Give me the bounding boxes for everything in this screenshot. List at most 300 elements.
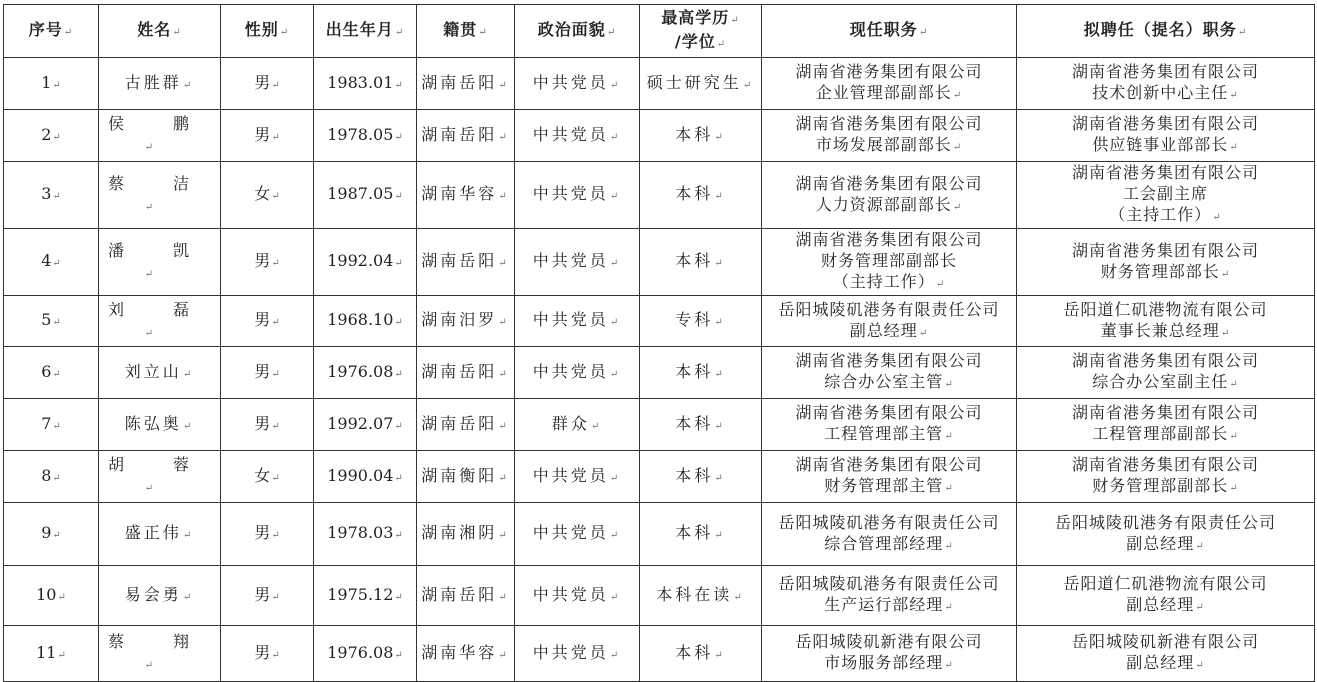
paragraph-mark-icon: ↵ — [609, 591, 622, 603]
cell-proposed-position-line: （主持工作）↵ — [1109, 205, 1222, 224]
paragraph-mark-icon: ↵ — [52, 131, 61, 143]
cell-name-text: 刘立山 — [124, 361, 182, 381]
paragraph-mark-icon: ↵ — [609, 79, 622, 91]
cell-gender — [221, 296, 314, 347]
cell-current-position-line: 企业管理部副部长↵ — [815, 83, 963, 102]
cell-proposed-position-line: 岳阳城陵矶新港有限公司 — [1071, 632, 1259, 651]
table-row — [4, 58, 1315, 110]
cell-index-text: 8 — [41, 465, 52, 485]
cell-proposed-position-line: 董事长兼总经理↵ — [1100, 320, 1231, 340]
cell-index-text: 3 — [41, 184, 52, 203]
cell-gender-text: 女 — [254, 184, 271, 203]
paragraph-mark-icon: ↵ — [1220, 327, 1231, 339]
table-row — [4, 626, 1315, 682]
cell-gender-text: 男 — [254, 523, 271, 542]
cell-proposed-position-line: 湖南省港务集团有限公司 — [1071, 62, 1259, 81]
cell-current-position — [762, 626, 1017, 682]
paragraph-mark-icon: ↵ — [182, 591, 195, 603]
paragraph-mark-icon: ↵ — [714, 191, 726, 202]
table-row — [4, 347, 1315, 399]
cell-political-text: 中共党员 — [532, 184, 609, 203]
cell-education — [640, 229, 762, 296]
cell-education-text: 本科 — [675, 361, 714, 381]
paragraph-mark-icon: ↵ — [52, 472, 61, 484]
cell-index-text: 2 — [41, 124, 52, 144]
paragraph-mark-icon: ↵ — [144, 483, 176, 494]
paragraph-mark-icon: ↵ — [271, 368, 280, 380]
paragraph-mark-icon: ↵ — [952, 201, 963, 213]
cell-education-text: 本科 — [675, 251, 714, 270]
cell-proposed-position — [1017, 110, 1315, 162]
paragraph-mark-icon: ↵ — [918, 327, 929, 339]
paragraph-mark-icon: ↵ — [498, 649, 510, 661]
cell-current-position — [762, 503, 1017, 566]
cell-education-text: 本科在读 — [656, 584, 733, 604]
cell-education-text: 本科 — [675, 124, 714, 144]
cell-name — [99, 162, 221, 229]
cell-index-text: 11 — [36, 642, 57, 662]
paragraph-mark-icon: ↵ — [394, 131, 403, 143]
cell-origin-text: 湖南华容 — [421, 642, 498, 662]
cell-political — [515, 162, 640, 229]
cell-name — [99, 296, 221, 347]
cell-political — [515, 626, 640, 682]
cell-political — [515, 58, 640, 110]
cell-education — [640, 58, 762, 110]
cell-current-position-line: （主持工作）↵ — [832, 272, 946, 291]
paragraph-mark-icon: ↵ — [935, 279, 946, 290]
cell-current-position — [762, 451, 1017, 503]
cell-political — [515, 229, 640, 296]
cell-proposed-position — [1017, 296, 1315, 347]
paragraph-mark-icon: ↵ — [182, 530, 195, 541]
cell-current-position — [762, 566, 1017, 626]
paragraph-mark-icon: ↵ — [1212, 212, 1222, 223]
cell-origin — [417, 110, 515, 162]
cell-current-position-line: 综合管理部经理↵ — [824, 533, 954, 553]
paragraph-mark-icon: ↵ — [57, 591, 66, 603]
cell-index-text: 10 — [36, 584, 57, 604]
cell-name-text: 盛正伟 — [124, 523, 182, 542]
cell-index — [4, 399, 99, 451]
table-row — [4, 503, 1315, 566]
cell-origin-text: 湖南岳阳 — [421, 413, 498, 433]
header-birth: 出生年月↵ — [314, 5, 417, 58]
paragraph-mark-icon: ↵ — [394, 530, 403, 541]
cell-education — [640, 626, 762, 682]
cell-birth — [314, 296, 417, 347]
paragraph-mark-icon: ↵ — [714, 317, 726, 328]
table-row — [4, 296, 1315, 347]
paragraph-mark-icon: ↵ — [590, 420, 603, 432]
cell-name — [99, 347, 221, 399]
cell-proposed-position-line: 湖南省港务集团有限公司 — [1071, 240, 1259, 260]
cell-education — [640, 451, 762, 503]
paragraph-mark-icon: ↵ — [498, 368, 510, 380]
cell-proposed-position-line: 财务管理部副部长↵ — [1092, 476, 1239, 495]
cell-birth — [314, 229, 417, 296]
cell-index-text: 6 — [41, 361, 52, 381]
paragraph-mark-icon: ↵ — [144, 142, 176, 153]
paragraph-mark-icon: ↵ — [714, 530, 726, 541]
cell-proposed-position-line: 副总经理↵ — [1126, 653, 1205, 672]
paragraph-mark-icon: ↵ — [714, 649, 726, 661]
cell-proposed-position — [1017, 229, 1315, 296]
cell-gender-text: 男 — [254, 584, 271, 604]
table-row — [4, 110, 1315, 162]
cell-name-text: 陈弘奥 — [124, 413, 182, 433]
cell-origin — [417, 162, 515, 229]
paragraph-mark-icon: ↵ — [394, 591, 403, 603]
cell-birth-text: 1987.05 — [327, 184, 394, 203]
cell-origin — [417, 503, 515, 566]
paragraph-mark-icon: ↵ — [1229, 142, 1239, 153]
cell-gender-text: 男 — [254, 310, 271, 329]
cell-education — [640, 399, 762, 451]
cell-name-text: 刘 磊 — [107, 299, 212, 319]
paragraph-mark-icon: ↵ — [1229, 483, 1239, 494]
cell-birth — [314, 110, 417, 162]
cell-political-text: 中共党员 — [532, 523, 609, 542]
cell-political — [515, 399, 640, 451]
cell-education — [640, 566, 762, 626]
paragraph-mark-icon: ↵ — [52, 530, 61, 541]
cell-proposed-position — [1017, 626, 1315, 682]
cell-birth — [314, 162, 417, 229]
cell-birth-text: 1968.10 — [327, 310, 394, 329]
cell-current-position — [762, 399, 1017, 451]
cell-gender — [221, 399, 314, 451]
cell-gender — [221, 229, 314, 296]
cell-gender — [221, 566, 314, 626]
cell-proposed-position — [1017, 58, 1315, 110]
paragraph-mark-icon: ↵ — [609, 368, 622, 380]
paragraph-mark-icon: ↵ — [52, 258, 61, 269]
cell-proposed-position-line: 湖南省港务集团有限公司 — [1071, 351, 1259, 370]
paragraph-mark-icon: ↵ — [714, 472, 726, 484]
cell-proposed-position-line: 湖南省港务集团有限公司 — [1071, 163, 1259, 182]
cell-index-text: 1 — [41, 72, 52, 92]
paragraph-mark-icon: ↵ — [394, 420, 403, 432]
paragraph-mark-icon: ↵ — [271, 591, 280, 603]
paragraph-mark-icon: ↵ — [609, 317, 622, 328]
cell-current-position-line: 湖南省港务集团有限公司 — [795, 403, 983, 422]
cell-current-position-line: 湖南省港务集团有限公司 — [795, 455, 983, 474]
cell-education — [640, 347, 762, 399]
paragraph-mark-icon: ↵ — [144, 327, 176, 339]
cell-birth-text: 1976.08 — [327, 642, 394, 662]
cell-gender — [221, 58, 314, 110]
paragraph-mark-icon: ↵ — [609, 131, 622, 143]
cell-current-position-line: 湖南省港务集团有限公司 — [795, 62, 983, 81]
cell-current-position-line: 湖南省港务集团有限公司 — [795, 173, 983, 193]
cell-name — [99, 451, 221, 503]
paragraph-mark-icon: ↵ — [182, 79, 195, 91]
paragraph-mark-icon: ↵ — [498, 420, 510, 432]
cell-political — [515, 566, 640, 626]
cell-index-text: 4 — [41, 251, 52, 270]
cell-origin — [417, 626, 515, 682]
cell-current-position-line: 市场服务部经理↵ — [824, 653, 954, 672]
paragraph-mark-icon: ↵ — [498, 530, 510, 541]
paragraph-mark-icon: ↵ — [952, 142, 963, 153]
table-row — [4, 451, 1315, 503]
cell-current-position-line: 湖南省港务集团有限公司 — [795, 114, 983, 133]
paragraph-mark-icon: ↵ — [498, 472, 510, 484]
paragraph-mark-icon: ↵ — [1229, 431, 1239, 442]
paragraph-mark-icon: ↵ — [52, 191, 61, 202]
paragraph-mark-icon: ↵ — [952, 90, 963, 101]
paragraph-mark-icon: ↵ — [609, 530, 622, 541]
cell-proposed-position — [1017, 347, 1315, 399]
cell-gender — [221, 110, 314, 162]
paragraph-mark-icon: ↵ — [742, 79, 755, 91]
cell-name-text: 潘 凯 — [107, 240, 212, 260]
cell-proposed-position — [1017, 503, 1315, 566]
table-body — [4, 58, 1315, 682]
cell-index — [4, 110, 99, 162]
cell-birth — [314, 399, 417, 451]
cell-origin-text: 湖南衡阳 — [421, 465, 498, 485]
cell-current-position-line: 岳阳城陵矶港务有限责任公司 — [778, 574, 1000, 593]
cell-name-text: 胡 蓉 — [107, 455, 212, 474]
cell-political-text: 中共党员 — [532, 251, 609, 270]
cell-political — [515, 451, 640, 503]
cell-proposed-position-line: 供应链事业部部长↵ — [1092, 135, 1239, 154]
cell-origin — [417, 58, 515, 110]
cell-name-text: 蔡 洁 — [107, 173, 212, 193]
cell-gender — [221, 503, 314, 566]
cell-proposed-position — [1017, 162, 1315, 229]
paragraph-mark-icon: ↵ — [52, 368, 61, 380]
cell-birth-text: 1992.07 — [327, 413, 394, 433]
cell-education-text: 硕士研究生 — [646, 72, 742, 92]
cell-education-text: 本科 — [675, 413, 714, 433]
cell-name — [99, 503, 221, 566]
paragraph-mark-icon: ↵ — [498, 79, 510, 91]
cell-proposed-position — [1017, 451, 1315, 503]
cell-current-position-line: 工程管理部主管↵ — [824, 424, 954, 443]
table-row — [4, 229, 1315, 296]
cell-origin-text: 湖南岳阳 — [421, 251, 498, 270]
header-proposed-position: 拟聘任（提名）职务↵ — [1017, 5, 1315, 58]
cell-birth-text: 1976.08 — [327, 361, 394, 381]
cell-index — [4, 626, 99, 682]
cell-education — [640, 296, 762, 347]
cell-origin-text: 湖南汨罗 — [421, 310, 498, 329]
paragraph-mark-icon: ↵ — [271, 530, 280, 541]
cell-current-position-line: 湖南省港务集团有限公司 — [795, 351, 983, 370]
cell-proposed-position-line: 工程管理部副部长↵ — [1092, 424, 1239, 443]
cell-gender — [221, 347, 314, 399]
cell-birth — [314, 503, 417, 566]
paragraph-mark-icon: ↵ — [944, 431, 954, 442]
header-education: 最高学历↵ /学位↵ — [640, 5, 762, 58]
paragraph-mark-icon: ↵ — [944, 379, 954, 390]
cell-proposed-position — [1017, 399, 1315, 451]
cell-current-position-line: 湖南省港务集团有限公司 — [795, 230, 983, 249]
table-row — [4, 399, 1315, 451]
header-gender: 性别↵ — [221, 5, 314, 58]
paragraph-mark-icon: ↵ — [498, 258, 510, 269]
cell-proposed-position-line: 湖南省港务集团有限公司 — [1071, 114, 1259, 133]
paragraph-mark-icon: ↵ — [271, 472, 280, 484]
cell-origin — [417, 566, 515, 626]
paragraph-mark-icon: ↵ — [394, 368, 403, 380]
cell-name — [99, 229, 221, 296]
cell-political-text: 中共党员 — [532, 642, 609, 662]
cell-current-position — [762, 110, 1017, 162]
cell-origin-text: 湖南华容 — [421, 184, 498, 203]
cell-current-position — [762, 229, 1017, 296]
paragraph-mark-icon: ↵ — [1195, 540, 1205, 552]
cell-name-text: 古胜群 — [124, 72, 182, 92]
table-row — [4, 162, 1315, 229]
cell-political-text: 中共党员 — [532, 310, 609, 329]
paragraph-mark-icon: ↵ — [714, 368, 726, 380]
paragraph-mark-icon: ↵ — [271, 258, 280, 269]
cell-name-text: 蔡 翔 — [107, 632, 212, 651]
cell-gender — [221, 162, 314, 229]
paragraph-mark-icon: ↵ — [609, 258, 622, 269]
paragraph-mark-icon: ↵ — [498, 131, 510, 143]
paragraph-mark-icon: ↵ — [52, 420, 61, 432]
cell-name — [99, 399, 221, 451]
cell-gender-text: 男 — [254, 642, 271, 662]
paragraph-mark-icon: ↵ — [182, 420, 195, 432]
cell-political — [515, 110, 640, 162]
paragraph-mark-icon: ↵ — [714, 258, 726, 269]
header-current-position: 现任职务↵ — [762, 5, 1017, 58]
paragraph-mark-icon: ↵ — [1229, 379, 1239, 390]
paragraph-mark-icon: ↵ — [1195, 660, 1205, 671]
cell-current-position-line: 岳阳城陵矶港务有限责任公司 — [778, 512, 1000, 532]
cell-gender-text: 女 — [254, 465, 271, 485]
paragraph-mark-icon: ↵ — [394, 317, 403, 328]
cell-proposed-position-line: 副总经理↵ — [1126, 533, 1205, 553]
cell-current-position-line: 生产运行部经理↵ — [824, 595, 954, 614]
paragraph-mark-icon: ↵ — [1195, 602, 1205, 613]
cell-current-position-line: 岳阳城陵矶新港有限公司 — [795, 632, 983, 651]
cell-current-position-line: 财务管理部副部长 — [820, 251, 957, 270]
paragraph-mark-icon: ↵ — [271, 420, 280, 432]
cell-name-text: 侯 鹏 — [107, 114, 212, 133]
cell-education-text: 专科 — [675, 310, 714, 329]
cell-birth — [314, 451, 417, 503]
paragraph-mark-icon: ↵ — [609, 472, 622, 484]
cell-birth-text: 1978.03 — [327, 523, 394, 542]
cell-origin — [417, 451, 515, 503]
cell-gender-text: 男 — [254, 251, 271, 270]
paragraph-mark-icon: ↵ — [714, 131, 726, 143]
paragraph-mark-icon: ↵ — [271, 191, 280, 202]
cell-proposed-position-line: 岳阳道仁矶港物流有限公司 — [1063, 299, 1268, 319]
cell-political-text: 中共党员 — [532, 124, 609, 144]
cell-index — [4, 451, 99, 503]
paragraph-mark-icon: ↵ — [394, 191, 403, 202]
cell-index — [4, 162, 99, 229]
table-row — [4, 566, 1315, 626]
cell-origin-text: 湖南湘阴 — [421, 523, 498, 542]
cell-education-text: 本科 — [675, 523, 714, 542]
cell-education-text: 本科 — [675, 465, 714, 485]
cell-gender-text: 男 — [254, 124, 271, 144]
paragraph-mark-icon: ↵ — [271, 317, 280, 328]
cell-index — [4, 566, 99, 626]
cell-proposed-position-line: 湖南省港务集团有限公司 — [1071, 455, 1259, 474]
cell-political-text: 中共党员 — [532, 465, 609, 485]
cell-origin — [417, 347, 515, 399]
paragraph-mark-icon: ↵ — [1220, 268, 1231, 280]
paragraph-mark-icon: ↵ — [394, 649, 403, 661]
cell-name — [99, 110, 221, 162]
cell-current-position-line: 综合办公室主管↵ — [824, 372, 954, 391]
cell-birth-text: 1978.05 — [327, 124, 394, 144]
paragraph-mark-icon: ↵ — [144, 268, 176, 280]
paragraph-mark-icon: ↵ — [271, 131, 280, 143]
cell-proposed-position-line: 副总经理↵ — [1126, 595, 1205, 614]
cell-name — [99, 566, 221, 626]
cell-name — [99, 58, 221, 110]
cell-education — [640, 110, 762, 162]
header-origin: 籍贯↵ — [417, 5, 515, 58]
header-name: 姓名↵ — [99, 5, 221, 58]
cell-origin — [417, 296, 515, 347]
cell-current-position-line: 财务管理部主管↵ — [824, 476, 954, 495]
cell-index-text: 5 — [41, 310, 52, 329]
paragraph-mark-icon: ↵ — [57, 649, 66, 661]
paragraph-mark-icon: ↵ — [498, 317, 510, 328]
cell-proposed-position-line: 岳阳道仁矶港物流有限公司 — [1063, 574, 1268, 593]
cell-gender — [221, 451, 314, 503]
cell-birth — [314, 566, 417, 626]
cell-birth-text: 1992.04 — [327, 251, 394, 270]
paragraph-mark-icon: ↵ — [394, 472, 403, 484]
cell-current-position — [762, 162, 1017, 229]
paragraph-mark-icon: ↵ — [944, 483, 954, 494]
cell-current-position — [762, 347, 1017, 399]
paragraph-mark-icon: ↵ — [144, 660, 176, 671]
cell-name — [99, 626, 221, 682]
cell-birth — [314, 58, 417, 110]
paragraph-mark-icon: ↵ — [944, 660, 954, 671]
cell-political-text: 中共党员 — [532, 72, 609, 92]
cell-current-position — [762, 296, 1017, 347]
cell-education — [640, 162, 762, 229]
cell-political — [515, 296, 640, 347]
cell-birth-text: 1983.01 — [327, 72, 394, 92]
cell-origin-text: 湖南岳阳 — [421, 361, 498, 381]
cell-proposed-position-line: 技术创新中心主任↵ — [1092, 83, 1239, 102]
cell-origin — [417, 229, 515, 296]
cell-birth — [314, 347, 417, 399]
paragraph-mark-icon: ↵ — [609, 191, 622, 202]
cell-index-text: 9 — [41, 523, 52, 542]
cell-current-position — [762, 58, 1017, 110]
cell-origin-text: 湖南岳阳 — [421, 124, 498, 144]
paragraph-mark-icon: ↵ — [271, 649, 280, 661]
paragraph-mark-icon: ↵ — [714, 420, 726, 432]
cell-birth-text: 1990.04 — [327, 465, 394, 485]
cell-political-text: 中共党员 — [532, 584, 609, 604]
cell-index — [4, 296, 99, 347]
cell-political-text: 群众 — [551, 413, 590, 433]
header-political: 政治面貌↵ — [515, 5, 640, 58]
cell-index — [4, 347, 99, 399]
paragraph-mark-icon: ↵ — [498, 191, 510, 202]
cell-index — [4, 503, 99, 566]
cell-gender-text: 男 — [254, 361, 271, 381]
